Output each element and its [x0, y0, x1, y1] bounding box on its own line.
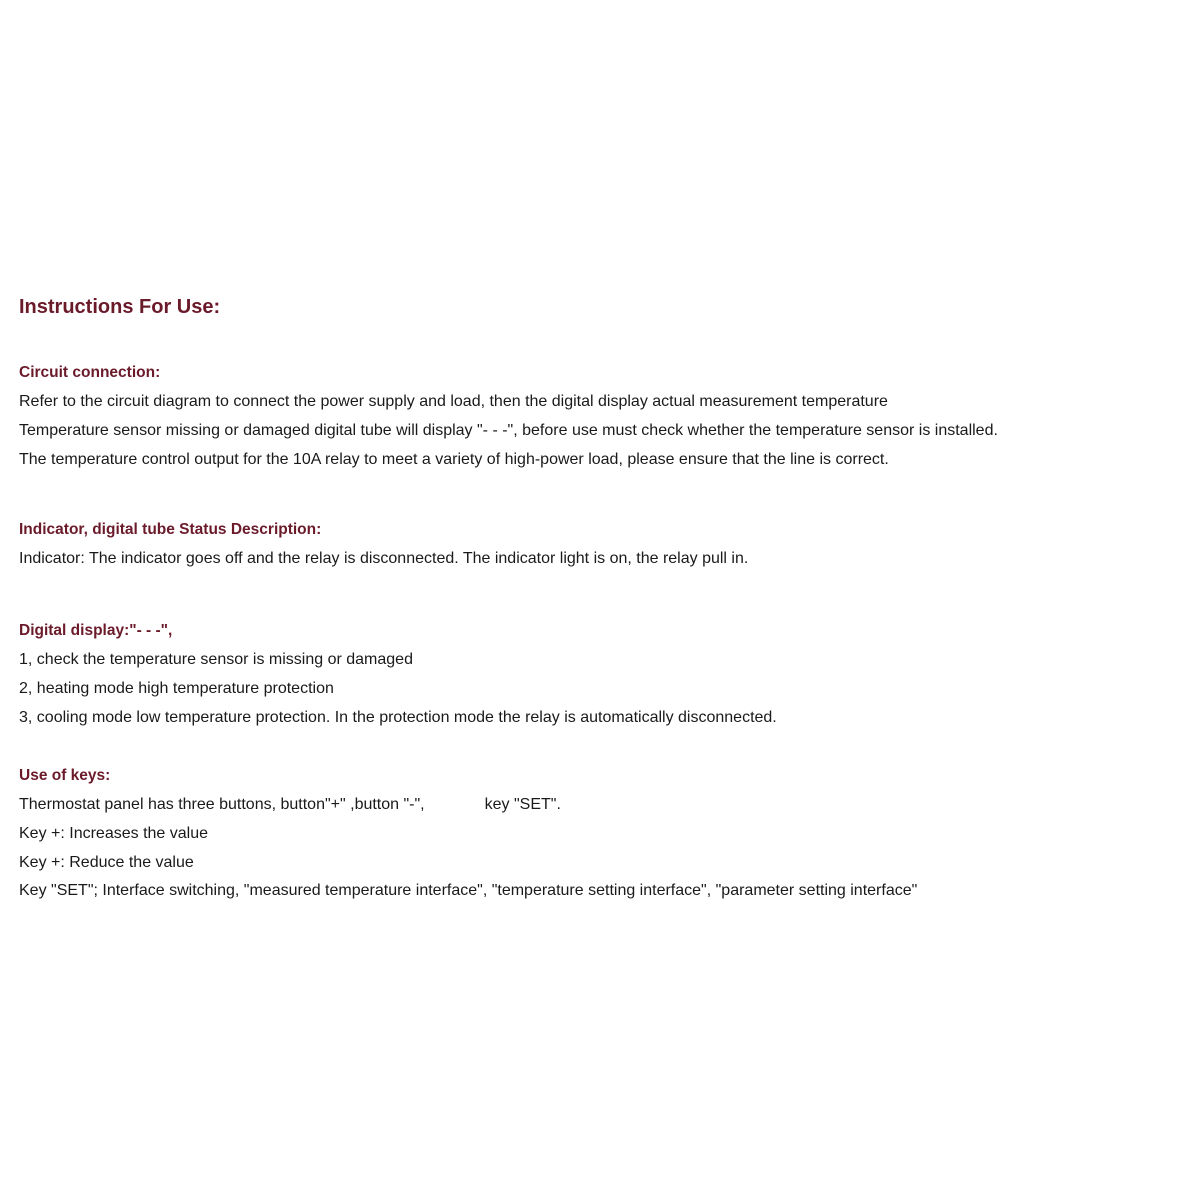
display-line-3: 3, cooling mode low temperature protection. In the protection mode the relay is automatically disconnected. — [19, 709, 777, 726]
display-line-1: 1, check the temperature sensor is missing or damaged — [19, 651, 413, 668]
circuit-line-3: The temperature control output for the 10A relay to meet a variety of high-power load, please ensure that the line is correct. — [19, 451, 889, 468]
keys-line-1-buttons: Thermostat panel has three buttons, button"+" ,button "-", — [19, 796, 425, 813]
circuit-line-2: Temperature sensor missing or damaged digital tube will display "- - -", before use must check whether the temperature sensor is installed. — [19, 422, 998, 439]
section-heading-indicator: Indicator, digital tube Status Description: — [19, 521, 322, 538]
keys-line-2: Key +: Increases the value — [19, 825, 208, 842]
page-title: Instructions For Use: — [19, 296, 221, 318]
section-heading-keys: Use of keys: — [19, 767, 111, 784]
keys-line-3: Key +: Reduce the value — [19, 854, 194, 871]
section-heading-display: Digital display:"- - -", — [19, 622, 173, 639]
circuit-line-1: Refer to the circuit diagram to connect the power supply and load, then the digital display actual measurement temperature — [19, 393, 888, 410]
section-heading-circuit: Circuit connection: — [19, 364, 161, 381]
indicator-line-1: Indicator: The indicator goes off and the relay is disconnected. The indicator light is on, the relay pull in. — [19, 550, 749, 567]
keys-line-1 — [19, 796, 561, 814]
keys-line-4: Key "SET"; Interface switching, "measured temperature interface", "temperature setting interface", "parameter setting interface" — [19, 882, 918, 899]
display-line-2: 2, heating mode high temperature protection — [19, 680, 334, 697]
keys-line-1-set: key "SET". — [484, 796, 561, 813]
